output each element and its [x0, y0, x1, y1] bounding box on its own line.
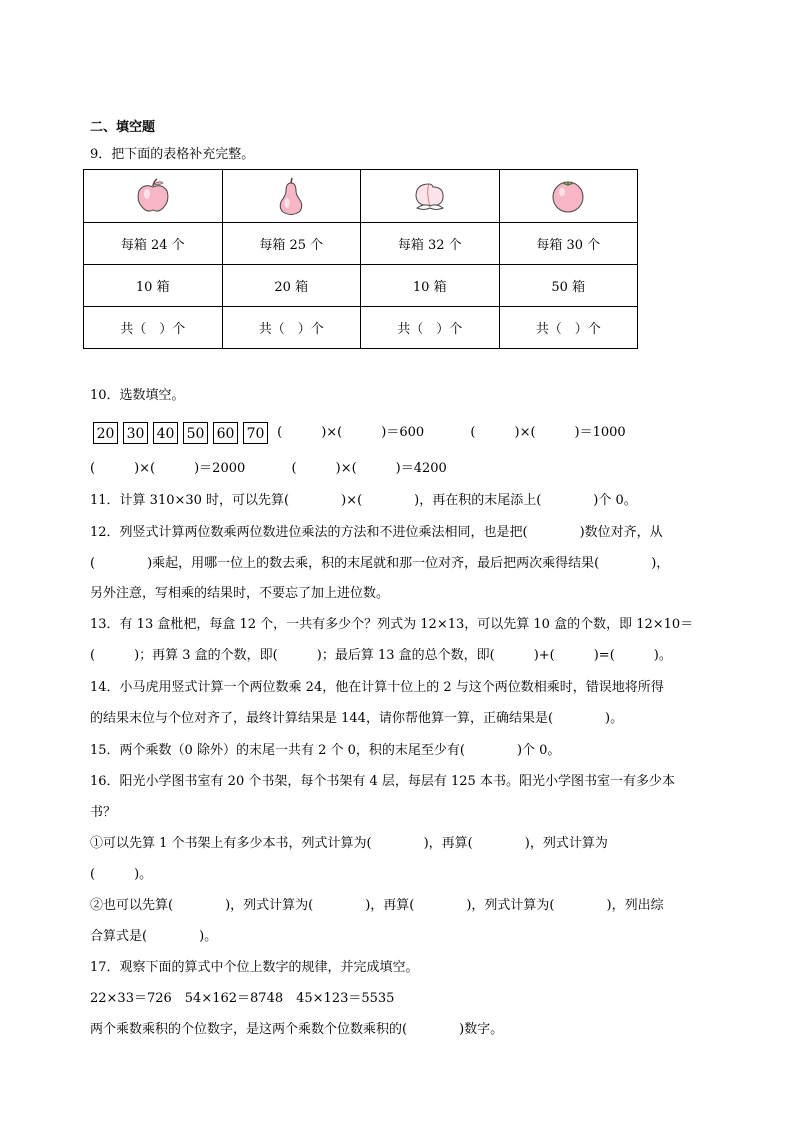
table-cell: 每箱 24 个 [84, 223, 223, 265]
number-box: 20 [93, 422, 118, 444]
section-title: 二、填空题 [90, 120, 156, 135]
q17-line2: 22×33＝726 54×162＝8748 45×123＝5535 [90, 991, 395, 1006]
q16-line5: ②也可以先算( )，列式计算为( )，再算( )，列式计算为( )，列出综 [90, 898, 664, 913]
table-cell: 20 箱 [222, 265, 361, 307]
answer-cell[interactable]: 共（ ）个 [222, 307, 361, 349]
q16-line3: ①可以先算 1 个书架上有多少本书，列式计算为( )，再算( )，列式计算为 [90, 836, 608, 851]
equation-4200[interactable]: ( )×( )＝4200 [291, 461, 447, 476]
apple-cell [84, 170, 223, 223]
q17-line3: 两个乘数乘积的个位数字，是这两个乘数个位数乘积的( )数字。 [90, 1022, 504, 1037]
table-cell: 50 箱 [499, 265, 638, 307]
answer-cell[interactable]: 共（ ）个 [361, 307, 500, 349]
answer-cell[interactable]: 共（ ）个 [84, 307, 223, 349]
table-cell: 每箱 30 个 [499, 223, 638, 265]
fruit-table [83, 169, 638, 349]
orange-cell [499, 170, 638, 223]
q13-line2: ( )；再算 3 盒的个数，即( )；最后算 13 盒的总个数，即( )+( )=( )。 [90, 648, 672, 663]
q16-line6: 合算式是( )。 [90, 929, 218, 944]
orange-icon [549, 177, 587, 215]
q13-line1: 13．有 13 盒枇杷，每盒 12 个，一共有多少个？列式为 12×13，可以先算 10 盒的个数，即 12×10＝ [90, 617, 694, 632]
peach-cell [361, 170, 500, 223]
apple-icon [134, 177, 172, 215]
table-cell: 10 箱 [84, 265, 223, 307]
q10-title: 10．选数填空。 [90, 388, 185, 403]
number-box: 30 [123, 422, 148, 444]
q11: 11．计算 310×30 时，可以先算( )×( )，再在积的末尾添上( )个 0。 [90, 493, 637, 508]
q12-line3: 另外注意，写相乘的结果时，不要忘了加上进位数。 [90, 586, 390, 601]
q12-line2: ( )乘起，用哪一位上的数去乘，积的末尾就和那一位对齐，最后把两次乘得结果( )， [90, 556, 670, 571]
answer-cell[interactable]: 共（ ）个 [499, 307, 638, 349]
q14-line2: 的结果末位与个位对齐了，最终计算结果是 144，请你帮他算一算，正确结果是( )。 [90, 711, 624, 726]
number-box: 50 [183, 422, 208, 444]
table-cell: 每箱 32 个 [361, 223, 500, 265]
q10-row1 [93, 421, 626, 445]
equation-1000[interactable]: ( )×( )＝1000 [470, 425, 626, 440]
q16-line2: 书？ [90, 805, 117, 820]
q14-line1: 14．小马虎用竖式计算一个两位数乘 24，他在计算十位上的 2 与这个两位数相乘时，错误地将所得 [90, 680, 664, 695]
q10-row2 [90, 460, 447, 478]
number-box: 70 [243, 422, 268, 444]
q16-line1: 16．阳光小学图书室有 20 个书架，每个书架有 4 层，每层有 125 本书。阳光小学图书室一有多少本 [90, 774, 675, 789]
q17-line1: 17．观察下面的算式中个位上数字的规律，并完成填空。 [90, 960, 419, 975]
number-box: 60 [213, 422, 238, 444]
equation-2000[interactable]: ( )×( )＝2000 [90, 461, 246, 476]
q16-line4: ( )。 [90, 867, 153, 882]
peach-icon [411, 178, 449, 214]
pear-icon [276, 176, 306, 216]
number-box: 40 [153, 422, 178, 444]
q15: 15．两个乘数（0 除外）的末尾一共有 2 个 0，积的末尾至少有( )个 0。 [90, 743, 561, 758]
equation-600[interactable]: ( )×( )＝600 [277, 425, 425, 440]
table-cell: 每箱 25 个 [222, 223, 361, 265]
q12-line1: 12．列竖式计算两位数乘两位数进位乘法的方法和不进位乘法相同，也是把( )数位对齐，从 [90, 525, 663, 540]
table-cell: 10 箱 [361, 265, 500, 307]
pear-cell [222, 170, 361, 223]
q9-title: 9．把下面的表格补充完整。 [90, 147, 255, 162]
